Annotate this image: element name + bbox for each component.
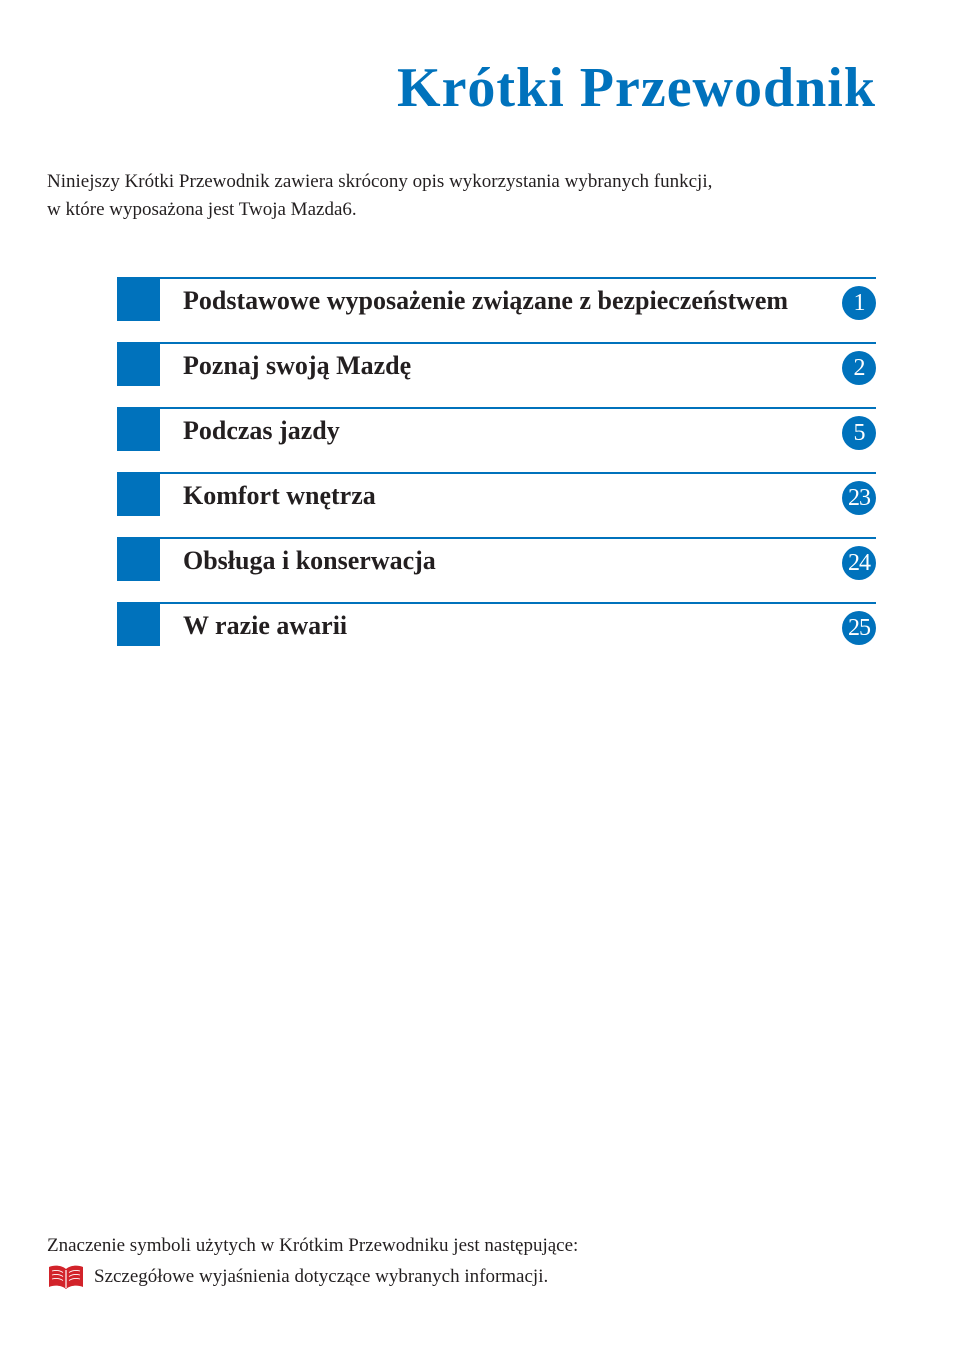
symbol-legend [47,1232,578,1291]
toc-item-label: Podstawowe wyposażenie związane z bezpieczeństwem [183,286,789,315]
toc-item-label: Podczas jazdy [183,416,340,445]
toc-marker [117,277,160,321]
intro-paragraph [47,168,887,224]
toc-page-badge: 24 [842,546,876,580]
toc-item-know-your-mazda[interactable] [117,342,876,386]
intro-line-2: w które wyposażona jest Twoja Mazda6. [47,199,357,220]
legend-item [47,1263,578,1291]
toc-marker [117,537,160,581]
toc-item-safety[interactable] [117,277,876,321]
toc-page-badge: 23 [842,481,876,515]
toc-marker [117,602,160,646]
toc-item-label: Poznaj swoją Mazdę [183,351,412,380]
toc-item-maintenance[interactable] [117,537,876,581]
toc-page-badge: 1 [842,286,876,320]
page-title: Krótki Przewodnik [397,57,876,119]
toc-item-interior-comfort[interactable] [117,472,876,516]
toc-page-badge: 25 [842,611,876,645]
toc-page-badge: 5 [842,416,876,450]
toc-item-label: Komfort wnętrza [183,481,376,510]
toc-marker [117,342,160,386]
open-book-icon [47,1264,85,1290]
toc-marker [117,407,160,451]
table-of-contents [117,277,876,667]
legend-heading: Znaczenie symboli użytych w Krótkim Przewodniku jest następujące: [47,1235,579,1256]
toc-item-emergency[interactable] [117,602,876,646]
toc-marker [117,472,160,516]
toc-page-badge: 2 [842,351,876,385]
toc-item-label: Obsługa i konserwacja [183,546,436,575]
legend-item-text: Szczegółowe wyjaśnienia dotyczące wybranych informacji. [94,1266,549,1287]
intro-line-1: Niniejszy Krótki Przewodnik zawiera skrócony opis wykorzystania wybranych funkcji, [47,171,713,192]
toc-item-label: W razie awarii [183,611,348,640]
toc-item-driving[interactable] [117,407,876,451]
